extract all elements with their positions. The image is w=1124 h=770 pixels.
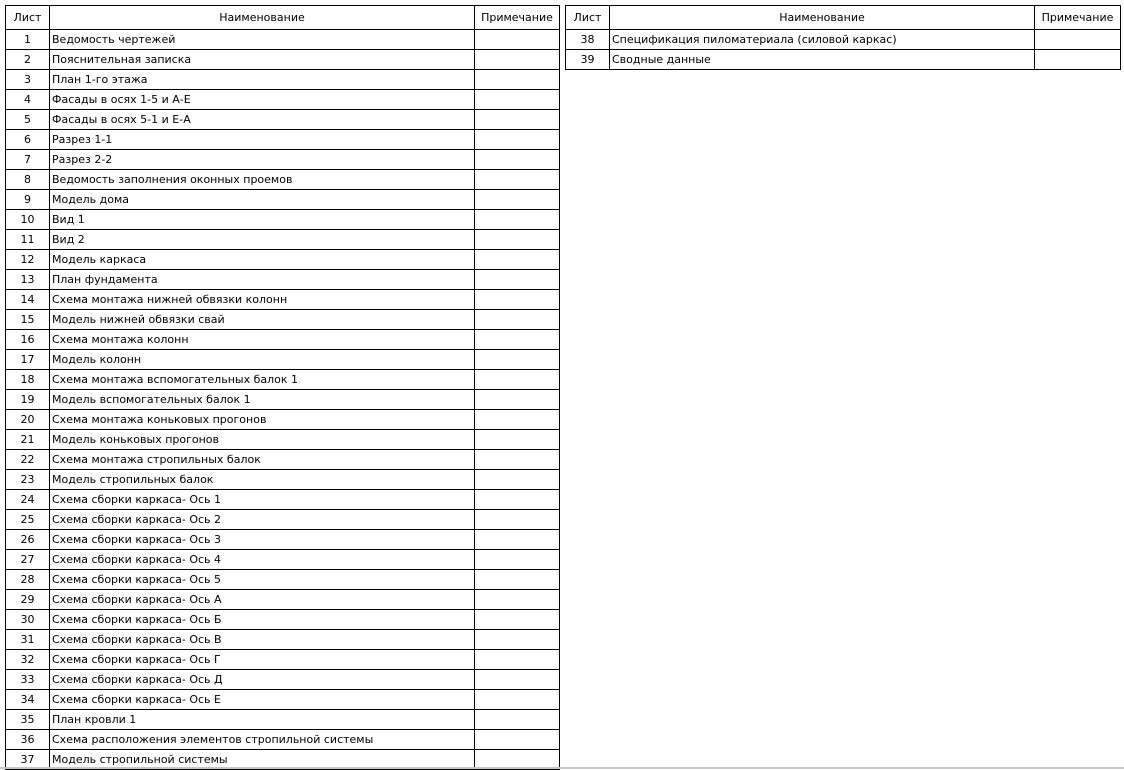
sheet-name-cell: Схема сборки каркаса- Ось 1 [50, 490, 475, 510]
header-name: Наименование [50, 6, 475, 30]
sheet-name-cell: Схема сборки каркаса- Ось 5 [50, 570, 475, 590]
sheet-list-table-left [5, 5, 560, 770]
table-row [6, 90, 560, 110]
table-row [6, 610, 560, 630]
sheet-note-cell [475, 450, 560, 470]
sheet-number-cell: 20 [6, 410, 50, 430]
sheet-number-cell: 13 [6, 270, 50, 290]
sheet-name-cell: Схема сборки каркаса- Ось Г [50, 650, 475, 670]
sheet-number-cell: 6 [6, 130, 50, 150]
sheet-number-cell: 7 [6, 150, 50, 170]
table-row [6, 430, 560, 450]
sheet-name-cell: План фундамента [50, 270, 475, 290]
sheet-number-cell: 10 [6, 210, 50, 230]
table-row [6, 70, 560, 90]
sheet-note-cell [1035, 50, 1121, 70]
table-row [6, 490, 560, 510]
sheet-note-cell [475, 170, 560, 190]
sheet-number-cell: 29 [6, 590, 50, 610]
sheet-note-cell [475, 110, 560, 130]
sheet-number-cell: 16 [6, 330, 50, 350]
sheet-name-cell: Разрез 1-1 [50, 130, 475, 150]
sheet-name-cell: Модель вспомогательных балок 1 [50, 390, 475, 410]
table-row [6, 670, 560, 690]
sheet-name-cell: Ведомость чертежей [50, 30, 475, 50]
sheet-note-cell [475, 350, 560, 370]
sheet-number-cell: 17 [6, 350, 50, 370]
sheet-note-cell [475, 330, 560, 350]
sheet-note-cell [475, 70, 560, 90]
sheet-note-cell [475, 550, 560, 570]
sheet-name-cell: Фасады в осях 5-1 и Е-А [50, 110, 475, 130]
header-note: Примечание [475, 6, 560, 30]
table-row [6, 310, 560, 330]
table-row [6, 30, 560, 50]
sheet-name-cell: Схема расположения элементов стропильной системы [50, 730, 475, 750]
sheet-number-cell: 30 [6, 610, 50, 630]
table-row [6, 730, 560, 750]
sheet-number-cell: 15 [6, 310, 50, 330]
sheet-number-cell: 33 [6, 670, 50, 690]
table-header-row [566, 6, 1121, 30]
sheet-name-cell: Модель каркаса [50, 250, 475, 270]
sheet-number-cell: 37 [6, 750, 50, 770]
header-sheet: Лист [566, 6, 610, 30]
sheet-name-cell: План кровли 1 [50, 710, 475, 730]
sheet-note-cell [475, 630, 560, 650]
sheet-number-cell: 1 [6, 30, 50, 50]
sheet-number-cell: 36 [6, 730, 50, 750]
left-table-body [6, 30, 560, 770]
sheet-note-cell [475, 570, 560, 590]
table-row [6, 130, 560, 150]
table-row [6, 550, 560, 570]
table-row [6, 410, 560, 430]
sheet-note-cell [475, 30, 560, 50]
sheet-number-cell: 39 [566, 50, 610, 70]
sheet-note-cell [475, 390, 560, 410]
header-note: Примечание [1035, 6, 1121, 30]
sheet-name-cell: Модель стропильной системы [50, 750, 475, 770]
sheet-name-cell: Фасады в осях 1-5 и А-Е [50, 90, 475, 110]
sheet-name-cell: Сводные данные [610, 50, 1035, 70]
sheet-number-cell: 34 [6, 690, 50, 710]
sheet-name-cell: Схема сборки каркаса- Ось Д [50, 670, 475, 690]
sheet-note-cell [475, 610, 560, 630]
sheet-name-cell: Пояснительная записка [50, 50, 475, 70]
sheet-number-cell: 23 [6, 470, 50, 490]
sheet-number-cell: 28 [6, 570, 50, 590]
sheet-note-cell [475, 670, 560, 690]
table-row [6, 390, 560, 410]
sheet-name-cell: Схема сборки каркаса- Ось 2 [50, 510, 475, 530]
sheet-name-cell: Разрез 2-2 [50, 150, 475, 170]
sheet-note-cell [475, 150, 560, 170]
sheet-number-cell: 25 [6, 510, 50, 530]
sheet-name-cell: Схема сборки каркаса- Ось Е [50, 690, 475, 710]
table-row [6, 250, 560, 270]
table-row [6, 650, 560, 670]
table-row [6, 510, 560, 530]
sheet-number-cell: 8 [6, 170, 50, 190]
sheet-note-cell [475, 690, 560, 710]
sheet-name-cell: Схема монтажа колонн [50, 330, 475, 350]
sheet-note-cell [475, 650, 560, 670]
sheet-name-cell: Модель колонн [50, 350, 475, 370]
sheet-name-cell: Схема сборки каркаса- Ось 4 [50, 550, 475, 570]
sheet-number-cell: 27 [6, 550, 50, 570]
sheet-name-cell: Модель нижней обвязки свай [50, 310, 475, 330]
table-row [6, 50, 560, 70]
table-row [6, 370, 560, 390]
sheet-note-cell [475, 230, 560, 250]
sheet-note-cell [475, 730, 560, 750]
sheet-note-cell [475, 410, 560, 430]
sheet-name-cell: План 1-го этажа [50, 70, 475, 90]
table-header-row [6, 6, 560, 30]
table-row [6, 290, 560, 310]
sheet-name-cell: Схема сборки каркаса- Ось Б [50, 610, 475, 630]
sheet-number-cell: 31 [6, 630, 50, 650]
table-row [6, 690, 560, 710]
sheet-number-cell: 21 [6, 430, 50, 450]
table-row [6, 470, 560, 490]
table-row [6, 630, 560, 650]
sheet-number-cell: 35 [6, 710, 50, 730]
sheet-number-cell: 11 [6, 230, 50, 250]
sheet-note-cell [475, 290, 560, 310]
sheet-name-cell: Ведомость заполнения оконных проемов [50, 170, 475, 190]
sheet-name-cell: Схема сборки каркаса- Ось В [50, 630, 475, 650]
sheet-note-cell [475, 710, 560, 730]
sheet-number-cell: 38 [566, 30, 610, 50]
sheet-name-cell: Модель стропильных балок [50, 470, 475, 490]
sheet-note-cell [475, 130, 560, 150]
sheet-number-cell: 5 [6, 110, 50, 130]
sheet-number-cell: 26 [6, 530, 50, 550]
sheet-note-cell [475, 90, 560, 110]
sheet-name-cell: Схема монтажа вспомогательных балок 1 [50, 370, 475, 390]
sheet-note-cell [475, 470, 560, 490]
table-row [6, 270, 560, 290]
sheet-number-cell: 2 [6, 50, 50, 70]
table-row [566, 30, 1121, 50]
sheet-note-cell [475, 270, 560, 290]
sheet-number-cell: 19 [6, 390, 50, 410]
table-row [6, 110, 560, 130]
header-sheet: Лист [6, 6, 50, 30]
sheet-note-cell [475, 510, 560, 530]
sheet-number-cell: 24 [6, 490, 50, 510]
sheet-name-cell: Вид 1 [50, 210, 475, 230]
table-row [6, 210, 560, 230]
table-row [6, 710, 560, 730]
sheet-number-cell: 9 [6, 190, 50, 210]
sheet-list-table-right [565, 5, 1121, 70]
sheet-note-cell [475, 530, 560, 550]
table-row [6, 330, 560, 350]
sheet-number-cell: 22 [6, 450, 50, 470]
sheet-note-cell [475, 490, 560, 510]
table-row [6, 150, 560, 170]
sheet-note-cell [475, 50, 560, 70]
sheet-name-cell: Модель дома [50, 190, 475, 210]
table-row [6, 230, 560, 250]
table-row [6, 350, 560, 370]
sheet-note-cell [475, 370, 560, 390]
sheet-name-cell: Схема сборки каркаса- Ось 3 [50, 530, 475, 550]
table-row [6, 450, 560, 470]
sheet-note-cell [475, 430, 560, 450]
sheet-number-cell: 12 [6, 250, 50, 270]
table-row [566, 50, 1121, 70]
sheet-name-cell: Схема монтажа коньковых прогонов [50, 410, 475, 430]
sheet-name-cell: Схема монтажа стропильных балок [50, 450, 475, 470]
sheet-number-cell: 18 [6, 370, 50, 390]
sheet-note-cell [475, 590, 560, 610]
sheet-number-cell: 14 [6, 290, 50, 310]
sheet-name-cell: Схема сборки каркаса- Ось А [50, 590, 475, 610]
sheet-number-cell: 32 [6, 650, 50, 670]
sheet-number-cell: 4 [6, 90, 50, 110]
table-row [6, 190, 560, 210]
sheet-note-cell [475, 190, 560, 210]
table-row [6, 570, 560, 590]
sheet-note-cell [475, 250, 560, 270]
table-row [6, 530, 560, 550]
table-row [6, 170, 560, 190]
sheet-note-cell [1035, 30, 1121, 50]
sheet-name-cell: Модель коньковых прогонов [50, 430, 475, 450]
sheet-name-cell: Вид 2 [50, 230, 475, 250]
table-row [6, 590, 560, 610]
sheet-name-cell: Схема монтажа нижней обвязки колонн [50, 290, 475, 310]
sheet-note-cell [475, 310, 560, 330]
sheet-number-cell: 3 [6, 70, 50, 90]
header-name: Наименование [610, 6, 1035, 30]
sheet-name-cell: Спецификация пиломатериала (силовой каркас) [610, 30, 1035, 50]
right-table-body [566, 30, 1121, 70]
sheet-note-cell [475, 210, 560, 230]
